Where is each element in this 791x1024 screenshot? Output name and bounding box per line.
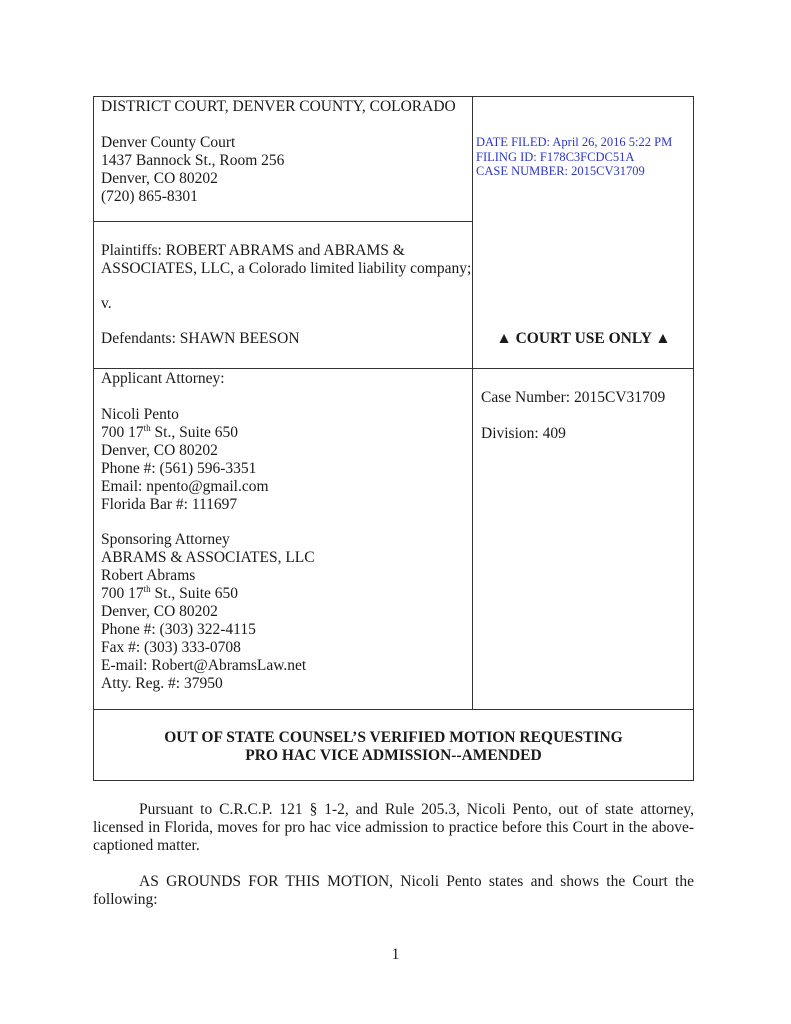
division: Division: 409 [481, 425, 566, 442]
court-use-only-label: ▲ COURT USE ONLY ▲ [496, 330, 671, 347]
caption-row-divider-2 [93, 368, 694, 369]
sponsor-fax: Fax #: (303) 333-0708 [101, 639, 241, 656]
court-name: Denver County Court [101, 134, 236, 151]
applicant-email: Email: npento@gmail.com [101, 478, 269, 495]
applicant-street-number: 700 17 [101, 424, 144, 441]
applicant-name: Nicoli Pento [101, 406, 179, 423]
sponsor-email: E-mail: Robert@AbramsLaw.net [101, 657, 307, 674]
applicant-phone: Phone #: (561) 596-3351 [101, 460, 257, 477]
sponsor-street-suffix: th [143, 584, 151, 594]
applicant-street-suffix: th [143, 423, 151, 433]
plaintiffs-line2: ASSOCIATES, LLC, a Colorado limited liability company; [101, 260, 472, 277]
applicant-city: Denver, CO 80202 [101, 442, 218, 459]
sponsor-registration: Atty. Reg. #: 37950 [101, 675, 223, 692]
applicant-street-rest: St., Suite 650 [150, 424, 239, 441]
court-heading: DISTRICT COURT, DENVER COUNTY, COLORADO [101, 98, 456, 115]
plaintiffs-line1: Plaintiffs: ROBERT ABRAMS and ABRAMS & [101, 242, 405, 259]
caption-row-divider-1 [93, 221, 473, 222]
caption-row-divider-3 [93, 709, 694, 710]
body-paragraph-1: Pursuant to C.R.C.P. 121 § 1-2, and Rule 205.3, Nicoli Pento, out of state attorney, licensed in Florida, moves for pro hac vice admission to practice before this Court in the above-captioned matter. [93, 801, 694, 854]
sponsor-firm: ABRAMS & ASSOCIATES, LLC [101, 549, 315, 566]
motion-title-line1: OUT OF STATE COUNSEL’S VERIFIED MOTION REQUESTING [164, 729, 623, 746]
applicant-bar-number: Florida Bar #: 111697 [101, 496, 238, 513]
sponsor-phone: Phone #: (303) 322-4115 [101, 621, 256, 638]
sponsor-street [101, 585, 238, 603]
court-address-line2: Denver, CO 80202 [101, 170, 218, 187]
sponsor-city: Denver, CO 80202 [101, 603, 218, 620]
page-number: 1 [391, 946, 400, 963]
defendants: Defendants: SHAWN BEESON [101, 330, 300, 347]
filing-stamp [476, 135, 672, 179]
applicant-heading: Applicant Attorney: [101, 370, 225, 387]
court-phone: (720) 865-8301 [101, 188, 198, 205]
caption-column-divider [472, 96, 473, 710]
sponsor-heading: Sponsoring Attorney [101, 531, 230, 548]
case-number: Case Number: 2015CV31709 [481, 389, 666, 406]
sponsor-street-number: 700 17 [101, 585, 144, 602]
sponsor-name: Robert Abrams [101, 567, 196, 584]
filing-case-number: CASE NUMBER: 2015CV31709 [476, 164, 645, 178]
filing-id: FILING ID: F178C3FCDC51A [476, 149, 635, 164]
motion-title-line2: PRO HAC VICE ADMISSION--AMENDED [245, 747, 542, 764]
court-address-line1: 1437 Bannock St., Room 256 [101, 152, 285, 169]
applicant-street [101, 424, 238, 442]
sponsor-street-rest: St., Suite 650 [150, 585, 239, 602]
body-paragraph-2: AS GROUNDS FOR THIS MOTION, Nicoli Pento states and shows the Court the following: [93, 873, 694, 908]
versus: v. [101, 295, 112, 312]
filing-date: DATE FILED: April 26, 2016 5:22 PM [476, 135, 673, 149]
